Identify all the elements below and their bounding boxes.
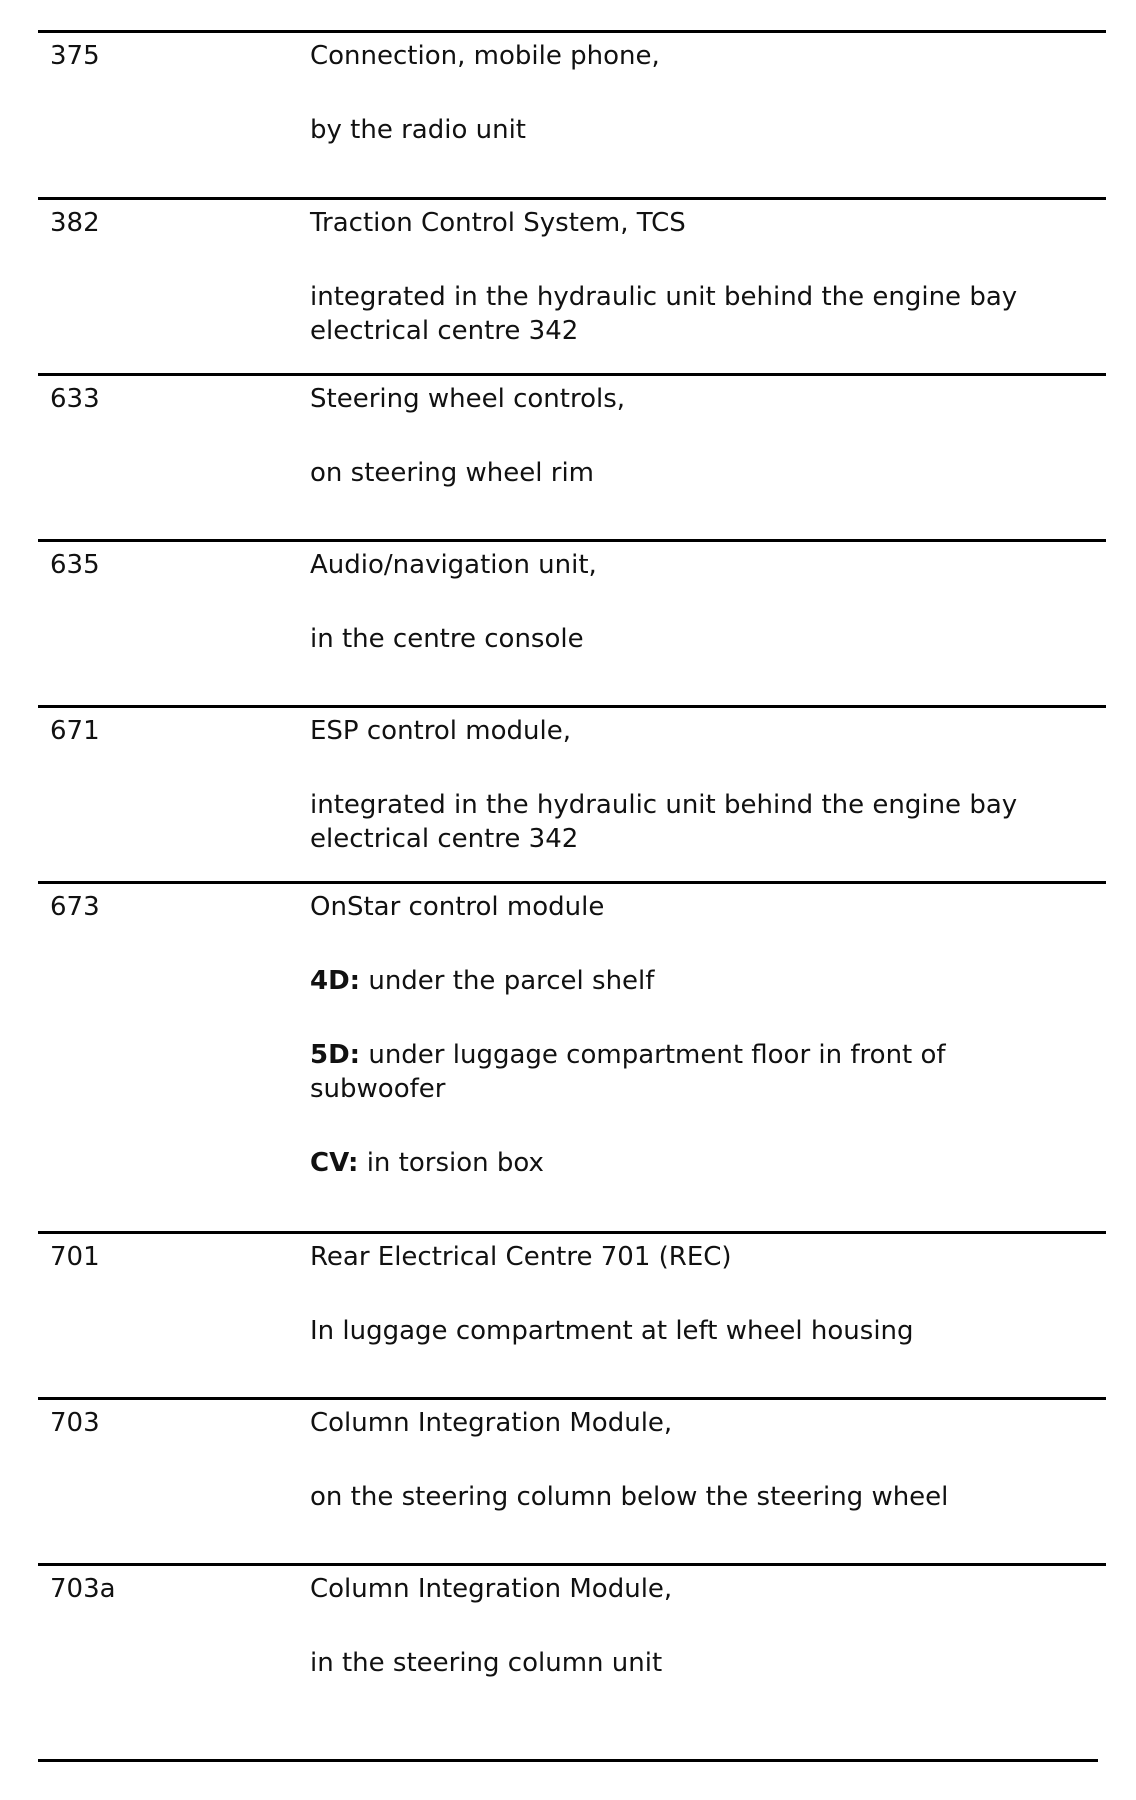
description-text: OnStar control module xyxy=(310,892,605,922)
component-description xyxy=(310,1572,1088,1680)
table-row xyxy=(38,1563,1106,1723)
description-line xyxy=(310,382,1088,416)
component-number: 633 xyxy=(50,384,100,414)
component-description xyxy=(310,548,1088,656)
description-line xyxy=(310,622,1088,656)
component-number: 375 xyxy=(50,41,100,71)
component-description xyxy=(310,206,1088,348)
description-text: Audio/navigation unit, xyxy=(310,550,597,580)
description-line xyxy=(310,1480,1088,1514)
description-line xyxy=(310,1240,1088,1274)
description-line xyxy=(310,1314,1088,1348)
description-line xyxy=(310,714,1088,748)
description-line xyxy=(310,1038,1088,1106)
description-text: on steering wheel rim xyxy=(310,458,595,488)
description-text: Connection, mobile phone, xyxy=(310,41,660,71)
description-text: integrated in the hydraulic unit behind the engine bay electrical centre 342 xyxy=(310,282,1018,346)
table-row xyxy=(38,197,1106,373)
table-bottom-rule xyxy=(38,1759,1098,1762)
table-row xyxy=(38,1397,1106,1563)
table-row xyxy=(38,539,1106,705)
component-number: 701 xyxy=(50,1242,100,1272)
table-row xyxy=(38,1231,1106,1397)
component-number: 382 xyxy=(50,208,100,238)
description-text: integrated in the hydraulic unit behind the engine bay electrical centre 342 xyxy=(310,790,1018,854)
component-description xyxy=(310,714,1088,856)
description-line xyxy=(310,39,1088,73)
description-line xyxy=(310,964,1088,998)
description-text: in torsion box xyxy=(358,1148,544,1178)
description-line xyxy=(310,206,1088,240)
description-text: Column Integration Module, xyxy=(310,1574,673,1604)
component-number: 703 xyxy=(50,1408,100,1438)
description-text: Steering wheel controls, xyxy=(310,384,626,414)
table-row xyxy=(38,30,1106,197)
description-text: Rear Electrical Centre 701 (REC) xyxy=(310,1242,732,1272)
component-description xyxy=(310,39,1088,147)
description-text: Traction Control System, TCS xyxy=(310,208,686,238)
description-text: under luggage compartment floor in front of subwoofer xyxy=(310,1040,946,1104)
component-number: 673 xyxy=(50,892,100,922)
component-description xyxy=(310,890,1088,1180)
table-row xyxy=(38,881,1106,1231)
description-line xyxy=(310,113,1088,147)
description-text: by the radio unit xyxy=(310,115,526,145)
description-text: in the centre console xyxy=(310,624,584,654)
component-location-table xyxy=(38,30,1106,1723)
description-line xyxy=(310,1572,1088,1606)
description-text: on the steering column below the steering wheel xyxy=(310,1482,949,1512)
description-text: under the parcel shelf xyxy=(360,966,655,996)
component-number: 635 xyxy=(50,550,100,580)
component-description xyxy=(310,1406,1088,1514)
variant-label: 5D: xyxy=(310,1040,361,1070)
variant-label: 4D: xyxy=(310,966,361,996)
variant-label: CV: xyxy=(310,1148,359,1178)
description-text: ESP control module, xyxy=(310,716,571,746)
description-line xyxy=(310,1146,1088,1180)
description-line xyxy=(310,456,1088,490)
description-line xyxy=(310,548,1088,582)
description-line xyxy=(310,1406,1088,1440)
component-description xyxy=(310,382,1088,490)
description-line xyxy=(310,890,1088,924)
component-number: 703a xyxy=(50,1574,116,1604)
description-text: Column Integration Module, xyxy=(310,1408,673,1438)
description-line xyxy=(310,280,1088,348)
description-line xyxy=(310,788,1088,856)
table-row xyxy=(38,373,1106,539)
description-text: In luggage compartment at left wheel housing xyxy=(310,1316,914,1346)
description-line xyxy=(310,1646,1088,1680)
component-number: 671 xyxy=(50,716,100,746)
component-description xyxy=(310,1240,1088,1348)
table-row xyxy=(38,705,1106,881)
description-text: in the steering column unit xyxy=(310,1648,663,1678)
